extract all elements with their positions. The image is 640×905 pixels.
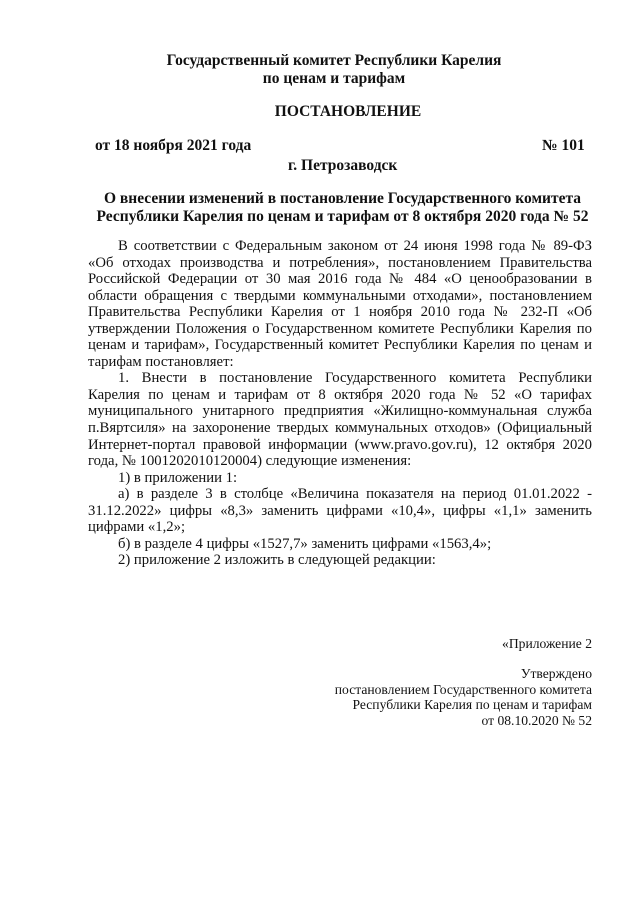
approval-line-1: постановлением Государственного комитета bbox=[334, 681, 592, 697]
approval-block bbox=[292, 666, 592, 729]
item-1-paragraph: 1. Внести в постановление Государственного комитета Республики Карелия по ценам и тарифам от 8 октября 2020 года № 52 «О тарифах муниципального унитарного предприятия «Жилищно-коммунальная служба п.Вяртсиля» на захоронение твердых коммунальных отходов» (Официальный Интернет-портал правовой информации (www.pravo.gov.ru), 12 октября 2020 года, № 1001202010120004) следующие изменения: bbox=[88, 370, 592, 470]
document-number: № 101 bbox=[542, 137, 585, 154]
document-city: г. Петрозаводск bbox=[288, 157, 398, 174]
document-subject bbox=[95, 190, 590, 226]
issuer-line-1: Государственный комитет Республики Карелия bbox=[166, 52, 502, 69]
subitem-1-paragraph: 1) в приложении 1: bbox=[118, 469, 238, 486]
approval-line-2: Республики Карелия по ценам и тарифам bbox=[352, 697, 592, 713]
subject-line-2: Республики Карелия по ценам и тарифам от 8 октября 2020 года № 52 bbox=[96, 208, 589, 225]
document-body bbox=[88, 238, 592, 569]
subitem-1a-paragraph: а) в разделе 3 в столбце «Величина показателя на период 01.01.2022 - 31.12.2022» цифры «8,3» заменить цифрами «10,4», цифры «1,1» заменить цифрами «1,2»; bbox=[88, 486, 592, 536]
subitem-2-paragraph: 2) приложение 2 изложить в следующей редакции: bbox=[118, 552, 436, 569]
issuer-header bbox=[0, 52, 640, 88]
subject-line-1: О внесении изменений в постановление Государственного комитета bbox=[103, 190, 582, 207]
appendix-label: «Приложение 2 bbox=[502, 636, 592, 651]
document-type-title: ПОСТАНОВЛЕНИЕ bbox=[274, 103, 422, 120]
preamble-paragraph: В соответствии с Федеральным законом от 24 июня 1998 года № 89-ФЗ «Об отходах производства и потребления», постановлением Правительства Российской Федерации от 30 мая 2016 года № 484 «О ценообразовании в области обращения с твердыми коммунальными отходами», постановлением Правительства Республики Карелия от 1 ноября 2010 года № 232-П «Об утверждении Положения о Государственном комитете Республики Карелия по ценам и тарифам», Государственный комитет Республики Карелия по ценам и тарифам постановляет: bbox=[88, 238, 592, 370]
subitem-1b-paragraph: б) в разделе 4 цифры «1527,7» заменить цифрами «1563,4»; bbox=[118, 535, 492, 552]
issuer-line-2: по ценам и тарифам bbox=[262, 70, 406, 87]
document-date: от 18 ноября 2021 года bbox=[95, 137, 252, 154]
approval-line-3: от 08.10.2020 № 52 bbox=[481, 713, 592, 729]
approval-heading: Утверждено bbox=[520, 666, 592, 681]
